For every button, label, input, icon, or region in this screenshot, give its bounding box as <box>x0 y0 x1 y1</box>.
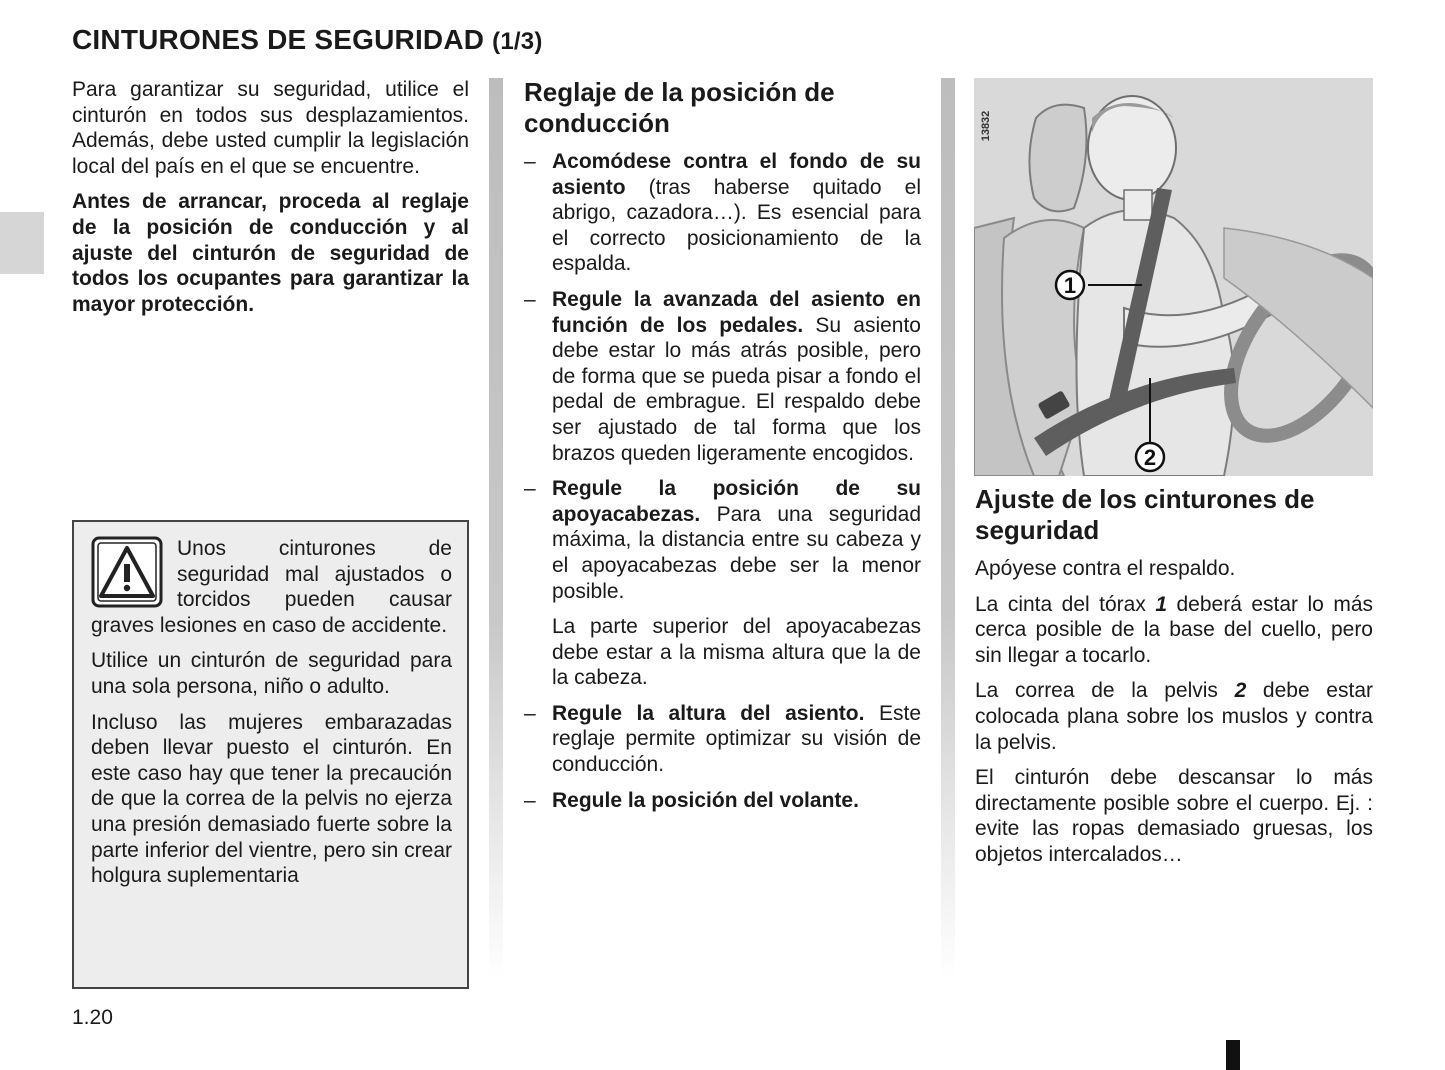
callout-2: 2 <box>1143 445 1157 470</box>
column-belt-adjustment <box>975 484 1373 878</box>
list-item: – Regule la avanzada del asiento en función de los pedales. Su asiento debe estar lo más atrás posible, pero de forma que se pueda pisar a fondo el pedal de embrague. El respaldo debe ser ajustado de tal forma que los brazos queden ligeramente encogidos. <box>524 287 921 466</box>
column-divider-left <box>489 78 503 978</box>
column-intro <box>72 77 469 327</box>
page-title-suffix: (1/3) <box>492 28 543 55</box>
list-item: – Regule la posición del volante. <box>524 788 921 814</box>
warning-triangle-icon <box>91 536 163 608</box>
page-number: 1.20 <box>72 1006 113 1029</box>
warning-box <box>72 520 469 989</box>
figure-code: 13832 <box>980 110 992 142</box>
intro-paragraph: Para garantizar su seguridad, utilice el cinturón en todos sus desplazamientos. Además, debe usted cumplir la legislación local del país en el que se encuentre. <box>72 78 469 178</box>
belt-paragraph-4: El cinturón debe descansar lo más directamente posible sobre el cuerpo. Ej. : evite las ropas demasiado gruesas, los objetos intercalados… <box>975 766 1373 866</box>
belt-paragraph-3: La correa de la pelvis 2 debe estar colocada plana sobre los muslos y contra la pelvis. <box>975 679 1373 754</box>
belt-paragraph-1: Apóyese contra el respaldo. <box>975 557 1236 580</box>
list-item-extra: La parte superior del apoyacabezas debe estar a la misma altura que la de la cabeza. <box>552 615 921 690</box>
driving-position-list <box>524 149 921 813</box>
list-item: – Regule la altura del asiento. Este reglaje permite optimizar su visión de conducción. <box>524 701 921 778</box>
belt-paragraph-2: La cinta del tórax 1 deberá estar lo más cerca posible de la base del cuello, pero sin llegar a tocarlo. <box>975 592 1374 667</box>
column-driving-position <box>524 77 921 823</box>
warning-text-3: Incluso las mujeres embarazadas deben llevar puesto el cinturón. En este caso hay que tener la precaución de que la correa de la pelvis no ejerza una presión demasiado fuerte sobre la parte inferior del vientre, pero sin crear holgura suplementaria <box>91 710 452 888</box>
warning-text-2: Utilice un cinturón de seguridad para una sola persona, niño o adulto. <box>91 649 452 698</box>
driving-position-heading: Reglaje de la posición de conducción <box>524 77 835 138</box>
page-title-text: CINTURONES DE SEGURIDAD <box>72 24 485 55</box>
edge-marker <box>1226 1040 1240 1070</box>
intro-bold-note: Antes de arrancar, proceda al reglaje de la posición de conducción y al ajuste del cinturón de seguridad de todos los ocupantes para garantizar la mayor protección. <box>72 190 469 316</box>
callout-1: 1 <box>1063 273 1077 298</box>
list-item: – Acomódese contra el fondo de su asiento (tras haberse quitado el abrigo, cazadora…). Es esencial para el correcto posicionamiento de la espalda. <box>524 149 921 277</box>
column-divider-right <box>941 78 955 978</box>
list-item: – Regule la posición de su apoyacabezas. Para una seguridad máxima, la distancia entre su cabeza y el apoyacabezas debe ser la menor posible. La parte superior del apoyacabezas debe estar a la misma altura que la de la cabeza. <box>524 476 921 691</box>
section-tab <box>0 212 44 274</box>
seatbelt-illustration <box>974 78 1373 476</box>
page-title <box>72 24 543 56</box>
belt-adjustment-heading: Ajuste de los cinturones de seguridad <box>975 484 1315 545</box>
warning-text-1: Unos cinturones de seguridad mal ajustados o torcidos pueden causar graves lesiones en caso de accidente. <box>91 537 452 637</box>
